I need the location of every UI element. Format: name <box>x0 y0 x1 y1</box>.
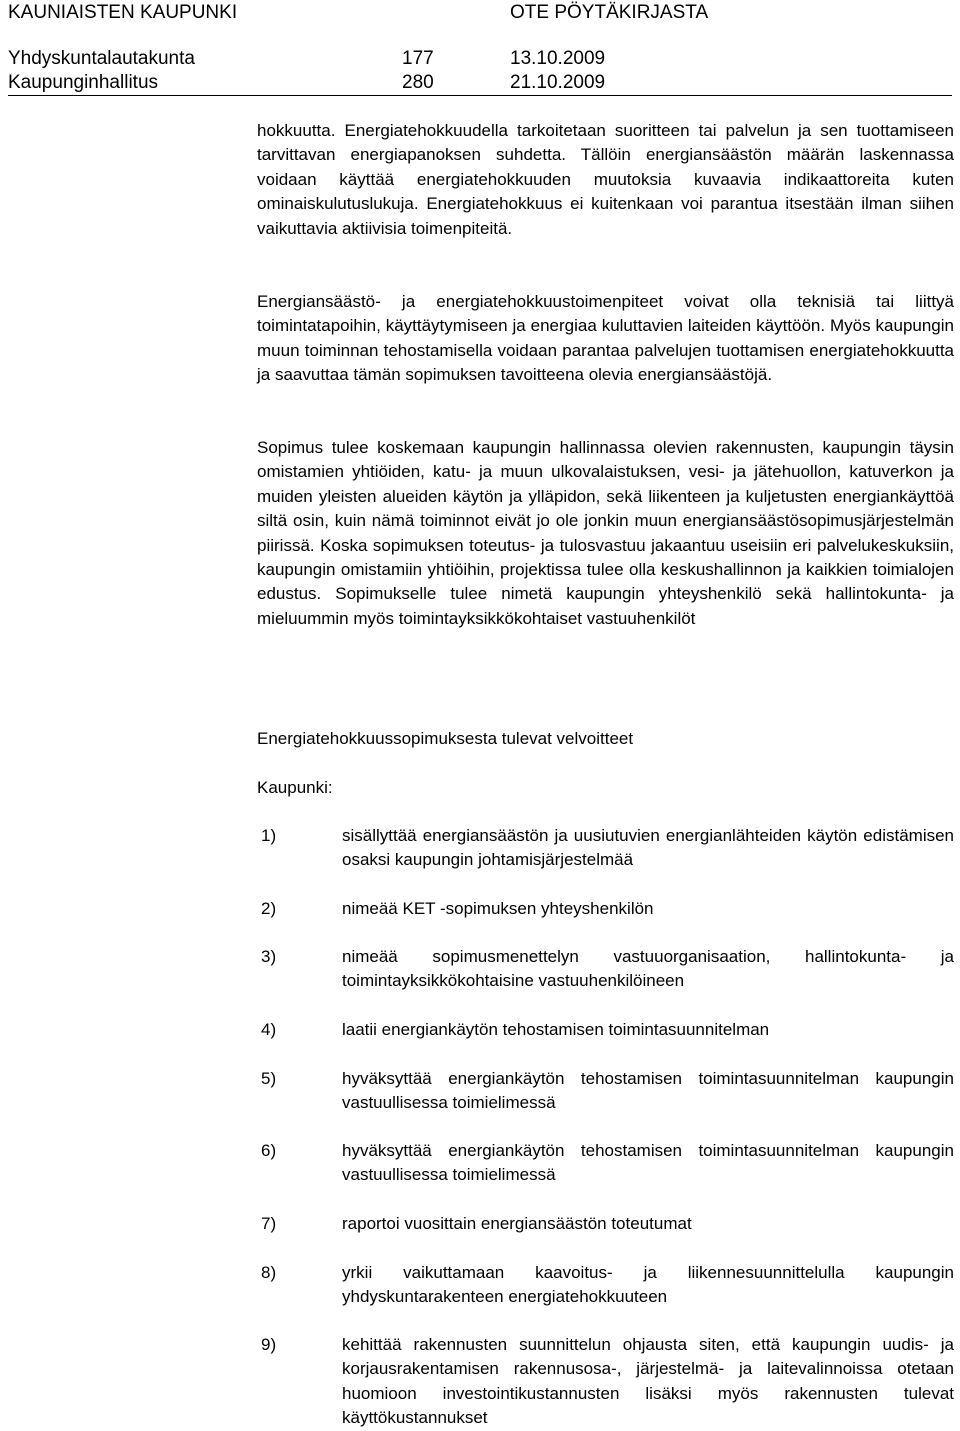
subheading: Kaupunki: <box>257 778 333 797</box>
list-item <box>257 1333 954 1431</box>
list-item <box>257 945 954 994</box>
header-divider <box>8 95 952 96</box>
list-text: nimeää sopimusmenettelyn vastuuorganisaation, hallintokunta- ja toimintayksikkökohtaisine vastuuhenkilöineen <box>342 947 954 991</box>
header-section-1: 177 <box>402 48 434 69</box>
list-number: 1) <box>261 826 277 845</box>
list-item <box>257 1139 954 1188</box>
list-text: hyväksyttää energiankäytön tehostamisen toimintasuunnitelman kaupungin vastuullisessa toimielimessä <box>342 1141 954 1185</box>
list-text: sisällyttää energiansäästön ja uusiutuvien energianlähteiden käytön edistämisen osaksi kaupungin johtamisjärjestelmää <box>342 826 954 870</box>
list-number: 7) <box>261 1214 277 1233</box>
document-type: OTE PÖYTÄKIRJASTA <box>510 2 709 23</box>
header-body-2: Kaupunginhallitus <box>8 72 159 93</box>
header-date-2: 21.10.2009 <box>510 72 606 93</box>
list-text: raportoi vuosittain energiansäästön toteutumat <box>342 1214 692 1233</box>
list-number: 8) <box>261 1263 277 1282</box>
header-date-1: 13.10.2009 <box>510 48 606 69</box>
list-number: 5) <box>261 1069 277 1088</box>
list-item <box>257 1067 954 1116</box>
list-text: kehittää rakennusten suunnittelun ohjausta siten, että kaupungin uudis- ja korjausrakentamisen rakennusosa-, järjestelmä- ja laitevalinnoissa otetaan huomioon investointikustannusten lisäksi myös rakennusten tulevat käyttökustannukset <box>342 1335 954 1428</box>
list-item <box>257 1212 954 1236</box>
section-title: Energiatehokkuussopimuksesta tulevat velvoitteet <box>257 729 634 748</box>
list-number: 4) <box>261 1020 277 1039</box>
list-number: 2) <box>261 899 277 918</box>
list-item <box>257 897 954 921</box>
list-item <box>257 1261 954 1310</box>
city-name: KAUNIAISTEN KAUPUNKI <box>8 2 238 23</box>
list-item <box>257 824 954 873</box>
list-number: 6) <box>261 1141 277 1160</box>
list-item <box>257 1018 954 1042</box>
list-number: 9) <box>261 1335 277 1354</box>
paragraph-3: Sopimus tulee koskemaan kaupungin hallinnassa olevien rakennusten, kaupungin täysin omistamien yhtiöiden, katu- ja muun ulkovalaistuksen, vesi- ja jätehuollon, katuverkon ja muiden yleisten alueiden käytön ja ylläpidon, sekä liikenteen ja kuljetusten energiankäyttöä siltä osin, kuin nämä toiminnot eivät jo ole jonkin muun energiansäästösopimusjärjestelmän piirissä. Koska sopimuksen toteutus- ja tulosvastuu jakaantuu useisiin eri palvelukeskuksiin, kaupungin omistamiin yhtiöihin, projektissa tulee olla keskushallinnon ja kaikkien toimialojen edustus. Sopimukselle tulee nimetä kaupungin yhteyshenkilö sekä hallintokunta- ja mieluummin myös toimintayksikkökohtaiset vastuuhenkilöt <box>257 438 954 628</box>
list-text: hyväksyttää energiankäytön tehostamisen toimintasuunnitelman kaupungin vastuullisessa toimielimessä <box>342 1069 954 1113</box>
header-section-2: 280 <box>402 72 434 93</box>
list-text: nimeää KET -sopimuksen yhteyshenkilön <box>342 899 654 918</box>
list-number: 3) <box>261 947 277 966</box>
header-body-1: Yhdyskuntalautakunta <box>8 48 195 69</box>
paragraph-1: hokkuutta. Energiatehokkuudella tarkoitetaan suoritteen tai palvelun ja sen tuottamiseen tarvittavan energiapanoksen suhdetta. Tällöin energiansäästön määrän laskennassa voidaan käyttää energiatehokkuuden muutoksia kuvaavia indikaattoreita kuten ominaiskulutuslukuja. Energiatehokkuus ei kuitenkaan voi parantua itsestään ilman siihen vaikuttavia aktiivisia toimenpiteitä. <box>257 121 954 238</box>
list-text: laatii energiankäytön tehostamisen toimintasuunnitelman <box>342 1020 770 1039</box>
list-text: yrkii vaikuttamaan kaavoitus- ja liikennesuunnittelulla kaupungin yhdyskuntarakenteen energiatehokkuuteen <box>342 1263 954 1307</box>
paragraph-2: Energiansäästö- ja energiatehokkuustoimenpiteet voivat olla teknisiä tai liittyä toimintatapoihin, käyttäytymiseen ja energiaa kuluttavien laiteiden käyttöön. Myös kaupungin muun toiminnan tehostamisella voidaan parantaa palvelujen tuottamisen energiatehokkuutta ja saavuttaa tämän sopimuksen tavoitteena olevia energiansäästöjä. <box>257 292 954 385</box>
